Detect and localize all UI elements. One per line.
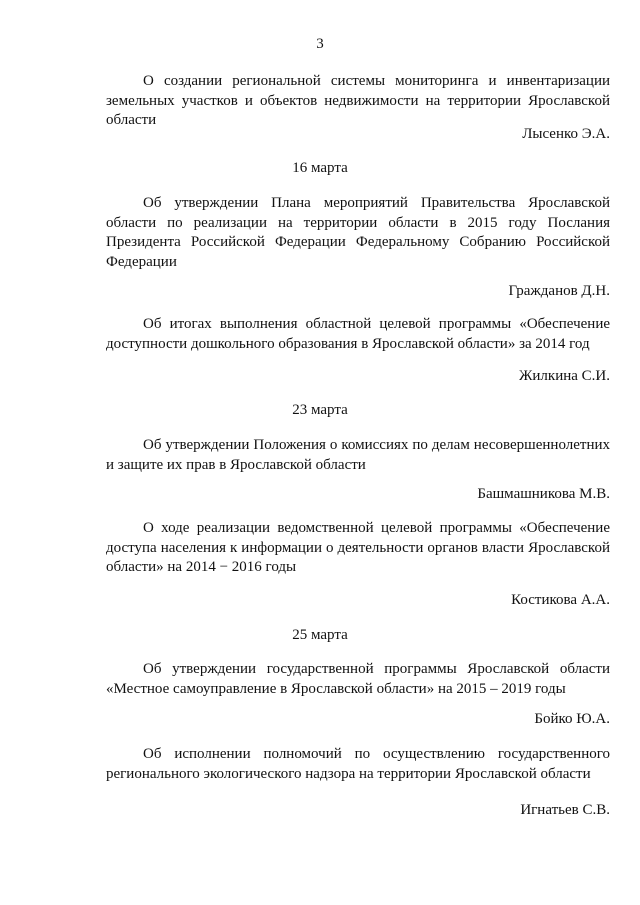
agenda-item-author: Костикова А.А. (511, 592, 610, 608)
agenda-item-text: Об утверждении Положения о комиссиях по делам несовершеннолетних и защите их прав в Ярославской области (106, 437, 610, 473)
agenda-item-author: Лысенко Э.А. (522, 126, 610, 142)
agenda-item-text: О ходе реализации ведомственной целевой программы «Обеспечение доступа населения к информации о деятельности органов власти Ярославской области» на 2014 − 2016 годы (106, 520, 610, 575)
agenda-item-text: Об утверждении государственной программы Ярославской области «Местное самоуправление в Ярославской области» на 2015 – 2019 годы (106, 661, 610, 697)
section-date: 25 марта (292, 627, 348, 643)
agenda-item-author: Жилкина С.И. (518, 368, 610, 384)
agenda-item-text: О создании региональной системы мониторинга и инвентаризации земельных участков и объектов недвижимости на территории Ярославской области (106, 73, 610, 128)
agenda-item-text: Об утверждении Плана мероприятий Правительства Ярославской области по реализации на территории области в 2015 году Послания Президента Российской Федерации Федеральному Собранию Российской Федерации (106, 195, 610, 270)
agenda-item-text: Об итогах выполнения областной целевой программы «Обеспечение доступности дошкольного образования в Ярославской области» за 2014 год (106, 316, 610, 352)
agenda-item-author: Бойко Ю.А. (534, 711, 610, 727)
agenda-item-author: Игнатьев С.В. (520, 802, 610, 818)
agenda-item-author: Гражданов Д.Н. (508, 283, 610, 299)
section-date: 16 марта (292, 160, 348, 176)
section-date: 23 марта (292, 402, 348, 418)
agenda-item-author: Башмашникова М.В. (477, 486, 610, 502)
agenda-item-text: Об исполнении полномочий по осуществлению государственного регионального экологического надзора на территории Ярославской области (106, 746, 610, 782)
page-number: 3 (316, 36, 324, 52)
